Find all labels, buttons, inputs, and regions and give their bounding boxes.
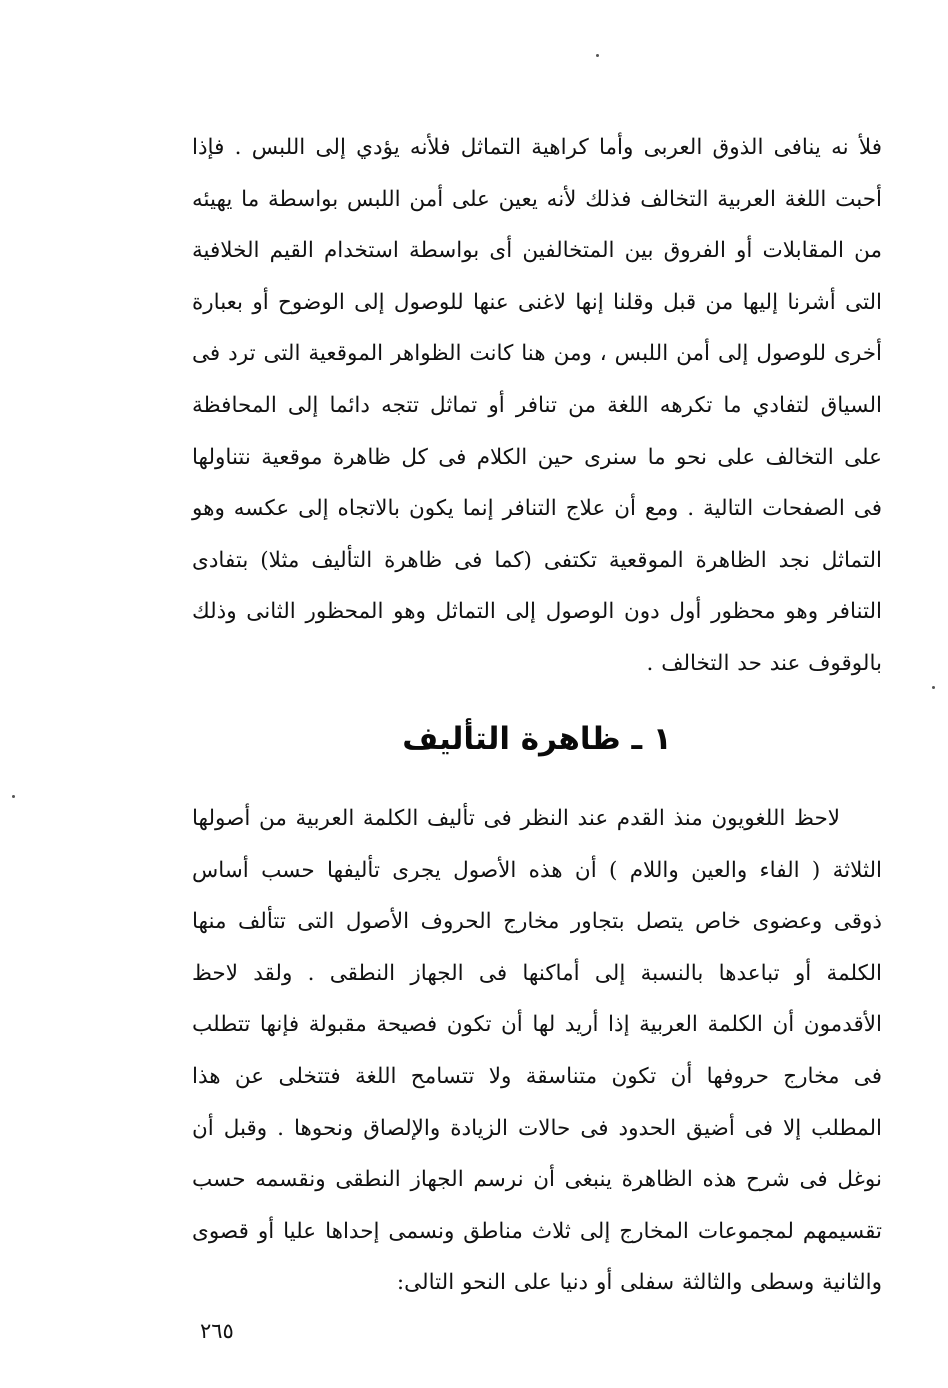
paragraph-2-content: لاحظ اللغويون منذ القدم عند النظر فى تأليف الكلمة العربية من أصولها الثلاثة ( الفاء والعين واللام ) أن هذه الأصول يجرى تأليفها حسب أساس ذوقى وعضوى خاص يتصل بتجاور مخارج الحروف الأصول التى تتألف منها الكلمة أو تباعدها بالنسبة إلى أماكنها فى الجهاز النطقى . ولقد لاحظ الأقدمون أن الكلمة العربية إذا أريد لها أن تكون فصيحة مقبولة فإنها تتطلب فى مخارج حروفها أن تكون متناسقة ولا تتسامح اللغة فتتخلى عن هذا المطلب إلا فى أضيق الحدود فى حالات الزيادة والإلصاق ونحوها . وقبل أن نوغل فى شرح هذه الظاهرة ينبغى أن نرسم الجهاز النطقى ونقسمه حسب تقسيمهم لمجموعات المخارج إلى ثلاث مناطق ونسمى إحداها عليا أو قصوى والثانية وسطى والثالثة سفلى أو دنيا على النحو التالى: [192,806,882,1296]
scan-speck [596,54,599,57]
scan-speck [932,686,935,689]
paragraph-2-text [192,793,882,1309]
scan-speck [12,795,15,798]
paragraph-1-text: فلأ نه ينافى الذوق العربى وأما كراهية التماثل فلأنه يؤدي إلى اللبس . فإذا أحبت اللغة العربية التخالف فذلك لأنه يعين على أمن اللبس بواسطة ما يهيئه من المقابلات أو الفروق بين المتخالفين أى بواسطة استخدام القيم الخلافية التى أشرنا إليها من قبل وقلنا إنها لاغنى عنها للوصول إلى الوضوح أو بعبارة أخرى للوصول إلى أمن اللبس ، ومن هنا كانت الظواهر الموقعية التى ترد فى السياق لتفادي ما تكرهه اللغة من تنافر أو تماثل تتجه دائما إلى المحافظة على التخالف على نحو ما سنرى حين الكلام فى كل ظاهرة موقعية نتناولها فى الصفحات التالية . ومع أن علاج التنافر إنما يكون بالاتجاه إلى عكسه وهو التماثل نجد الظاهرة الموقعية تكتفى (كما فى ظاهرة التأليف مثلا) بتفادى التنافر وهو محظور أول دون الوصول إلى التماثل وهو المحظور الثانى وذلك بالوقوف عند حد التخالف . [192,135,882,676]
section-heading: ١ ـ ظاهرة التأليف [402,721,672,757]
body-paragraph-1 [192,122,882,690]
page-number: ٢٦٥ [200,1319,234,1343]
body-paragraph-2 [192,793,882,1309]
